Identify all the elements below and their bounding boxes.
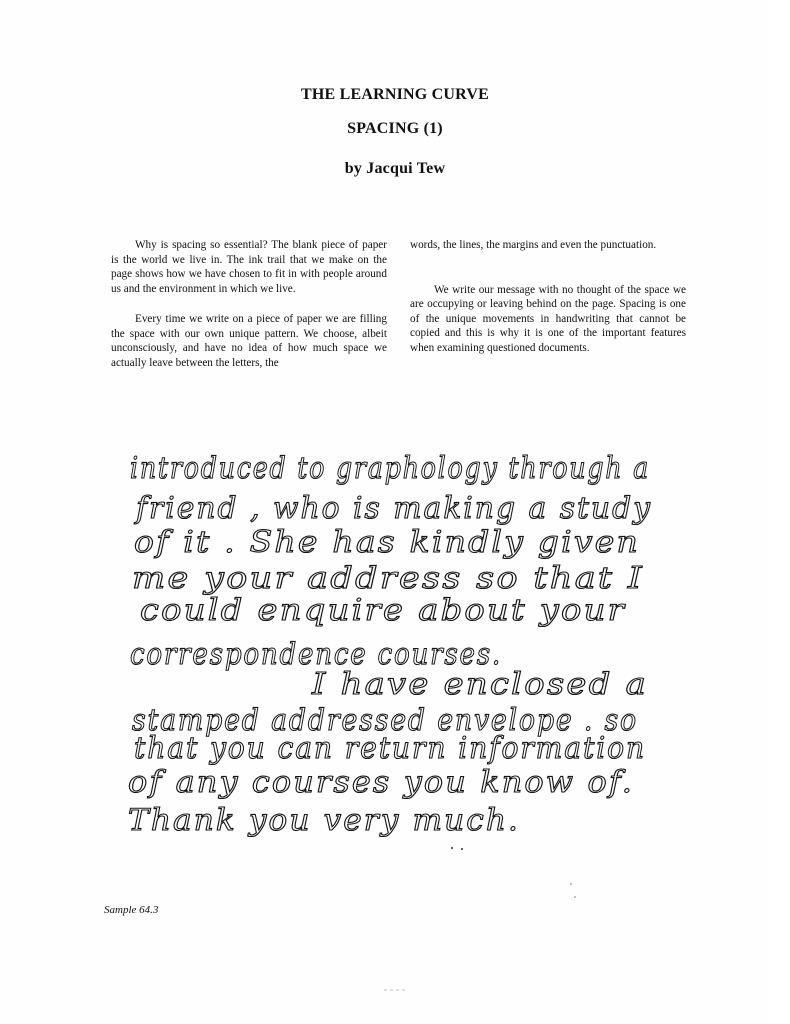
page-subtitle: SPACING (1) <box>347 120 443 137</box>
handwriting-line: Thank you very much. <box>128 803 520 838</box>
paragraph: Why is spacing so essential? The blank piece of paper is the world we live in. The ink trail that we make on the page shows how we have chosen to fit in with people around us and the environment in which we live. <box>111 239 387 295</box>
sample-caption: Sample 64.3 <box>104 904 159 916</box>
paragraph: We write our message with no thought of the space we are occupying or leaving behind on the page. Spacing is one of the unique movements in handwriting that cannot be copied and this is why it is one of the important features when examining questioned documents. <box>410 283 686 354</box>
handwriting-line: friend , who is making a study <box>134 491 652 526</box>
handwriting-line: me your address so that I <box>132 561 644 596</box>
paragraph: Every time we write on a piece of paper we are filling the space with our own unique pattern. We choose, albeit unconsciously, and have no idea of how much space we actually leave between the letters, the <box>111 313 387 369</box>
handwriting-line: of any courses you know of. <box>128 765 634 800</box>
handwriting-line: I have enclosed a <box>310 667 648 702</box>
handwriting-line: that you can return information <box>134 731 646 766</box>
handwriting-line: correspondence courses. <box>130 637 502 672</box>
byline: by Jacqui Tew <box>344 160 446 177</box>
handwriting-line: could enquire about your <box>140 593 626 628</box>
paragraph: words, the lines, the margins and even the punctuation. <box>410 239 657 251</box>
handwriting-line: introduced to graphology through a <box>130 451 650 486</box>
handwriting-line: of it . She has kindly given <box>134 525 640 560</box>
page-title: THE LEARNING CURVE <box>301 86 489 103</box>
handwriting-line: stamped addressed envelope . so <box>132 703 638 738</box>
